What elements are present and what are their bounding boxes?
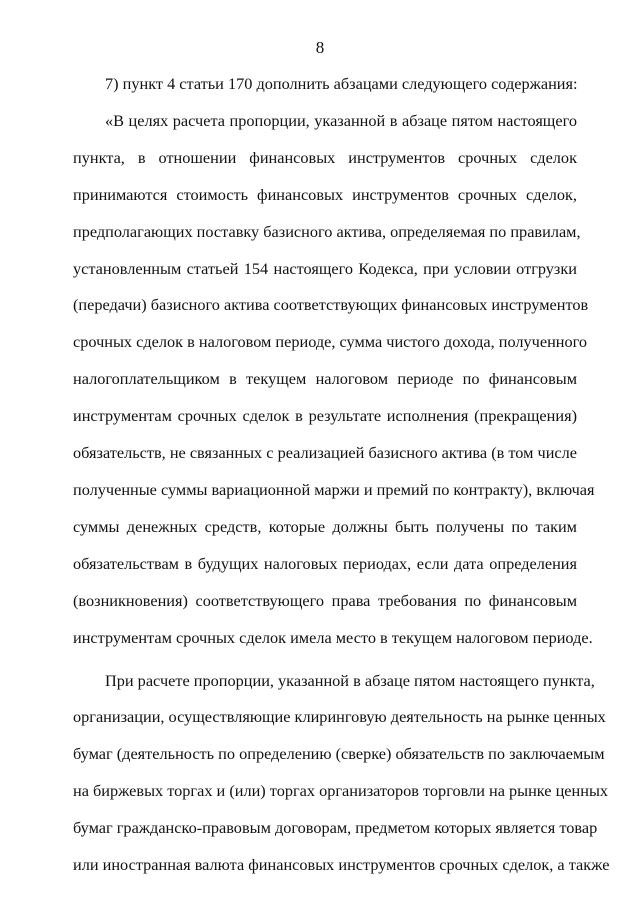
- text-line: При расчете пропорции, указанной в абзаце пятом настоящего пункта,: [105, 670, 595, 690]
- text-line: пункта, в отношении финансовых инструментов срочных сделок: [73, 147, 577, 167]
- text-line: «В целях расчета пропорции, указанной в абзаце пятом настоящего: [105, 110, 577, 130]
- text-line: бумаг (деятельность по определению (сверке) обязательств по заключаемым: [73, 744, 605, 764]
- text-line: установленным статьей 154 настоящего Кодекса, при условии отгрузки: [73, 258, 577, 278]
- text-line: организации, осуществляющие клиринговую деятельность на рынке ценных: [73, 707, 606, 727]
- text-line: налогоплательщиком в текущем налоговом периоде по финансовым: [73, 369, 577, 389]
- text-line: инструментам срочных сделок в результате исполнения (прекращения): [73, 406, 577, 426]
- text-line: предполагающих поставку базисного актива, определяемая по правилам,: [73, 221, 581, 241]
- text-line: на биржевых торгах и (или) торгах организаторов торговли на рынке ценных: [73, 781, 609, 801]
- text-line: суммы денежных средств, которые должны быть получены по таким: [73, 516, 577, 536]
- text-line: принимаются стоимость финансовых инструментов срочных сделок,: [73, 184, 577, 204]
- text-line: срочных сделок в налоговом периоде, сумма чистого дохода, полученного: [73, 332, 588, 352]
- text-line: инструментам срочных сделок имела место в текущем налоговом периоде.: [73, 627, 593, 647]
- text-line: (возникновения) соответствующего права требования по финансовым: [73, 590, 577, 610]
- page-number: 8: [315, 38, 325, 57]
- text-line: (передачи) базисного актива соответствующих финансовых инструментов: [73, 295, 589, 315]
- text-line: 7) пункт 4 статьи 170 дополнить абзацами следующего содержания:: [105, 74, 578, 93]
- document-body: [73, 66, 610, 884]
- text-line: обязательствам в будущих налоговых периодах, если дата определения: [73, 553, 577, 573]
- text-line: полученные суммы вариационной маржи и премий по контракту), включая: [73, 479, 595, 499]
- paragraph-amendment-text: [73, 103, 595, 657]
- paragraph-item-7: [73, 66, 577, 103]
- paragraph-calculation-rules: [73, 663, 610, 884]
- text-line: бумаг гражданско-правовым договорам, предметом которых является товар: [73, 818, 598, 838]
- text-line: или иностранная валюта финансовых инструментов срочных сделок, а также: [73, 855, 610, 875]
- text-line: обязательств, не связанных с реализацией базисного актива (в том числе: [73, 443, 577, 463]
